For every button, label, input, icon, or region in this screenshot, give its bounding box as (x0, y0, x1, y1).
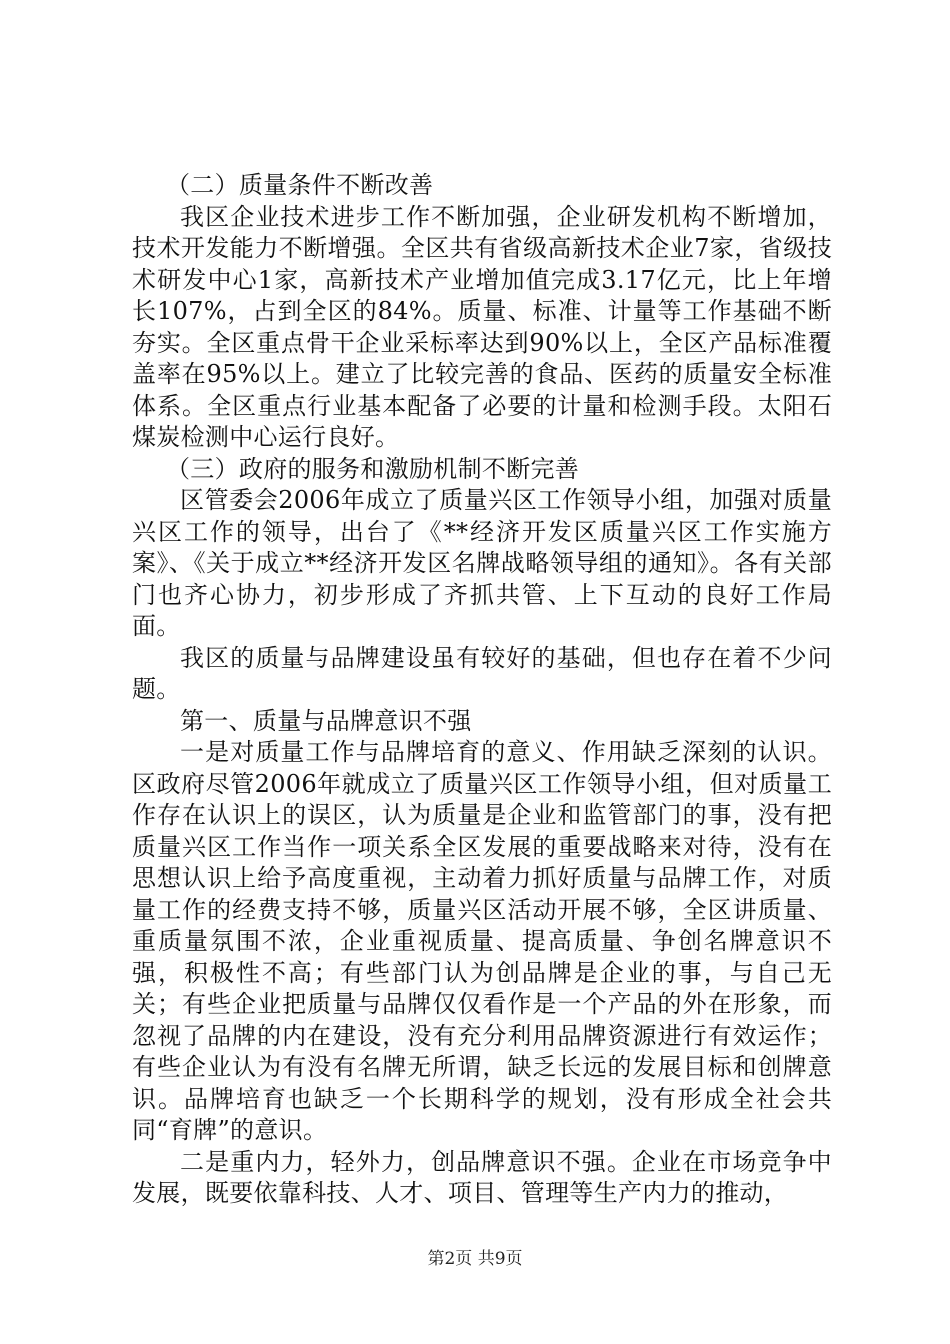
paragraph-first-point: 第一、质量与品牌意识不强 (180, 706, 472, 735)
section-heading-government-services: （三）政府的服务和激励机制不断完善 (166, 454, 580, 483)
page-number-footer: 第2页 共9页 (427, 1249, 523, 1269)
paragraph-internal-external: 二是重内力，轻外力，创品牌意识不强。企业在市场竞争中发展，既要依靠科技、人才、项目、管理等生产内力的推动， (132, 1147, 832, 1207)
section-heading-quality-conditions: （二）质量条件不断改善 (166, 171, 434, 199)
paragraph-tech-progress: 我区企业技术进步工作不断加强，企业研发机构不断增加，技术开发能力不断增强。全区共有省级高新技术企业7家，省级技术研发中心1家，高新技术产业增加值完成3.17亿元，比上年增长107%，占到全区的84%。质量、标准、计量等工作基础不断夯实。全区重点骨干企业采标率达到90%以上，全区产品标准覆盖率在95%以上。建立了比较完善的食品、医药的质量安全标准体系。全区重点行业基本配备了必要的计量和检测手段。太阳石煤炭检测中心运行良好。 (132, 202, 832, 451)
paragraph-problems-intro: 我区的质量与品牌建设虽有较好的基础，但也存在着不少问题。 (132, 643, 832, 703)
paragraph-management-committee: 区管委会2006年成立了质量兴区工作领导小组，加强对质量兴区工作的领导，出台了《**经济开发区质量兴区工作实施方案》、《关于成立**经济开发区名牌战略领导组的通知》。各有关部门也齐心协力，初步形成了齐抓共管、上下互动的良好工作局面。 (132, 486, 832, 640)
paragraph-awareness: 一是对质量工作与品牌培育的意义、作用缺乏深刻的认识。区政府尽管2006年就成立了质量兴区工作领导小组，但对质量工作存在认识上的误区，认为质量是企业和监管部门的事，没有把质量兴区工作当作一项关系全区发展的重要战略来对待，没有在思想认识上给予高度重视，主动着力抓好质量与品牌工作，对质量工作的经费支持不够，质量兴区活动开展不够，全区讲质量、重质量氛围不浓，企业重视质量、提高质量、争创名牌意识不强，积极性不高；有些部门认为创品牌是企业的事，与自己无关；有些企业把质量与品牌仅仅看作是一个产品的外在形象，而忽视了品牌的内在建设，没有充分利用品牌资源进行有效运作；有些企业认为有没有名牌无所谓，缺乏长远的发展目标和创牌意识。品牌培育也缺乏一个长期科学的规划，没有形成全社会共同“育牌”的意识。 (132, 738, 832, 1144)
document-body (132, 170, 832, 1210)
